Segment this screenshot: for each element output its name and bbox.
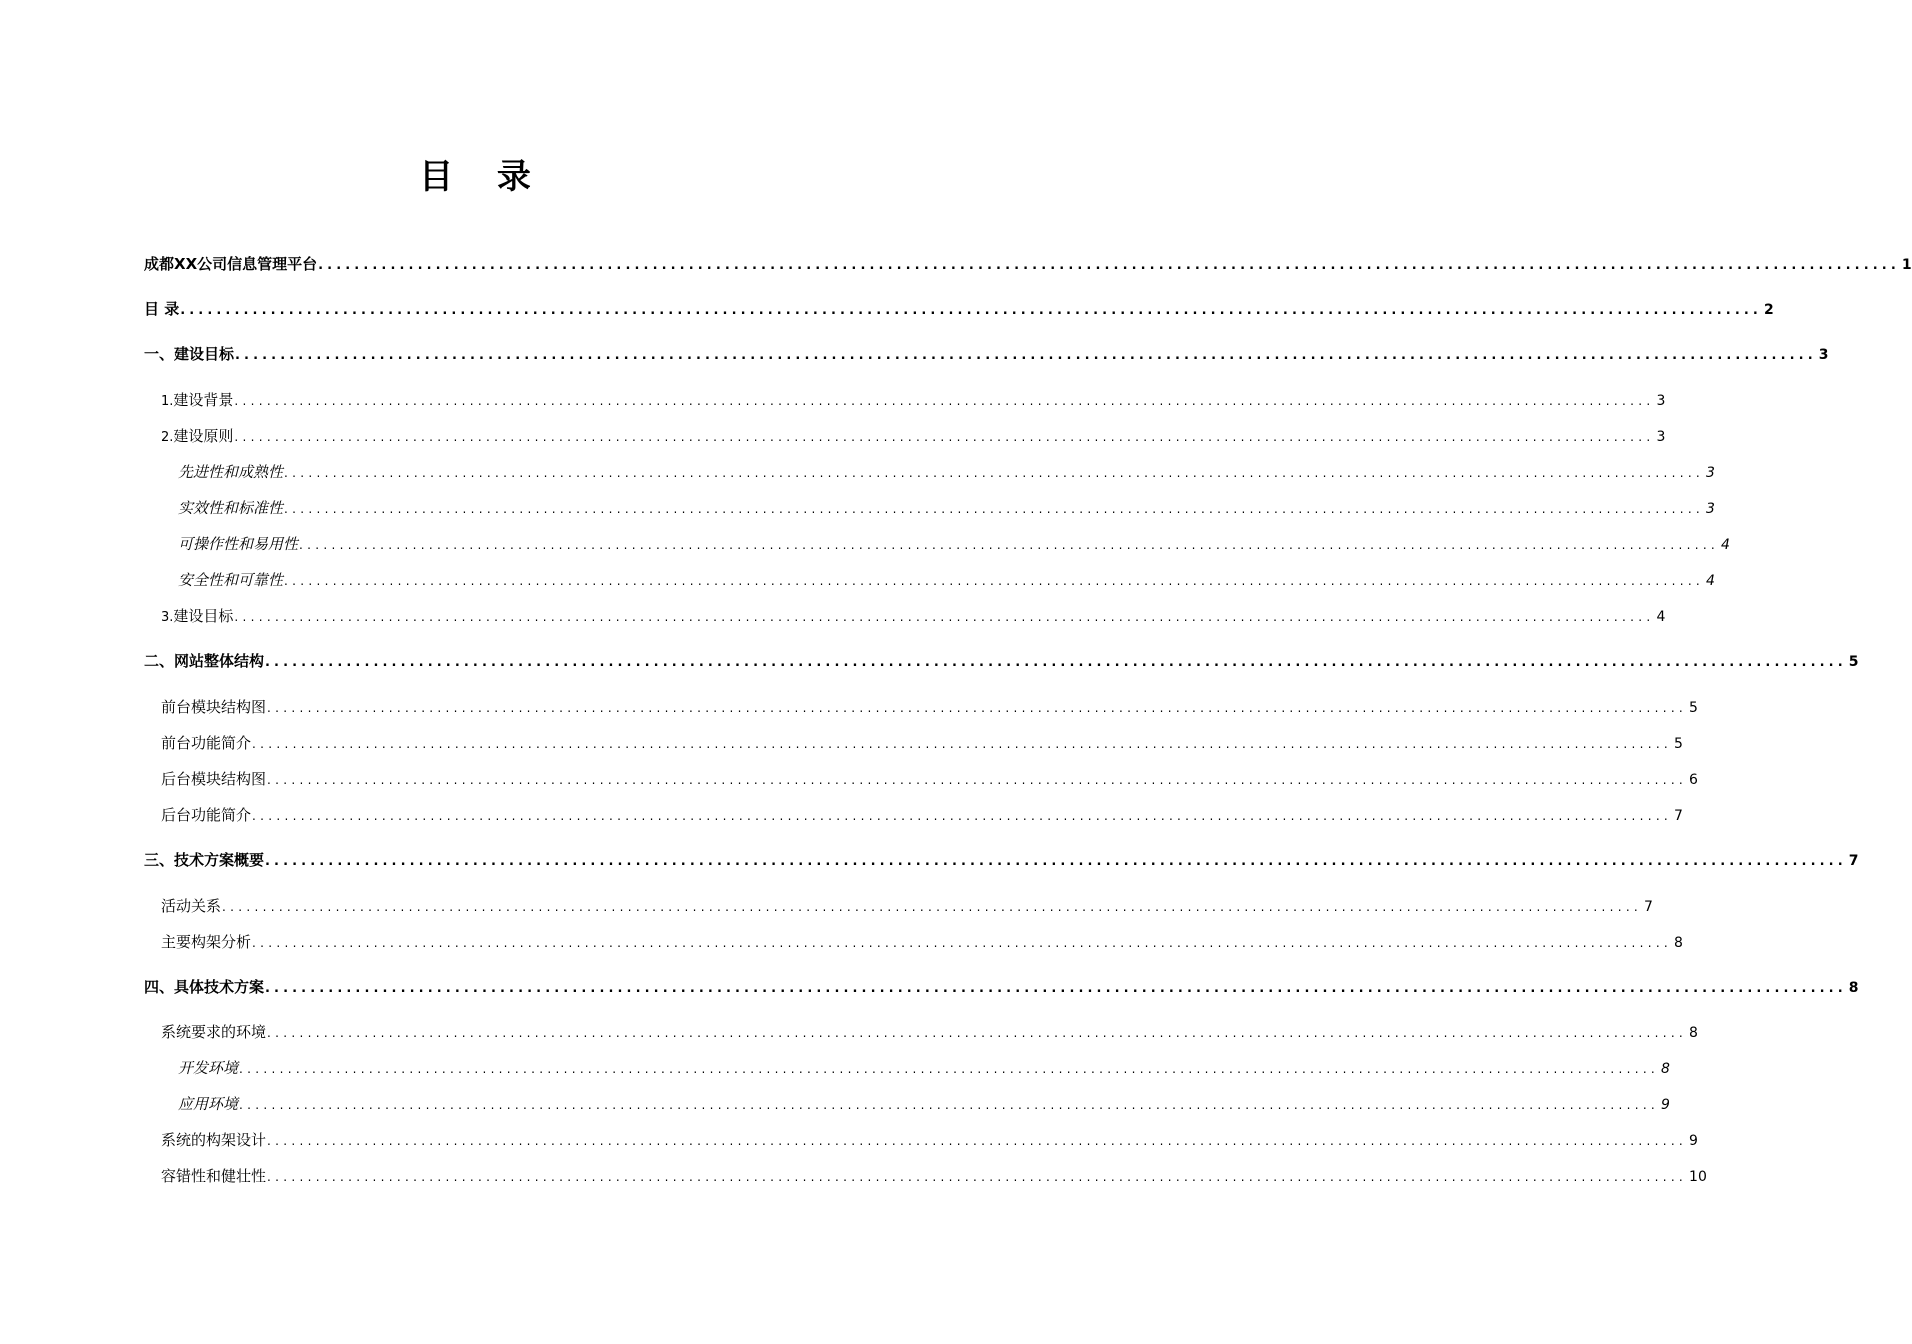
toc-dot-leader: ............................................................................................................................................................................... bbox=[265, 854, 1847, 869]
toc-page-number: 3 bbox=[1656, 393, 1666, 409]
toc-dot-leader: ............................................................................................................................................................................... bbox=[239, 1062, 1660, 1076]
toc-dot-leader: ............................................................................................................................................................................... bbox=[267, 1026, 1688, 1040]
toc-entry[interactable] bbox=[161, 389, 1666, 411]
toc-dot-leader: ............................................................................................................................................................................... bbox=[284, 466, 1705, 480]
toc-entry[interactable] bbox=[161, 1165, 1707, 1187]
toc-entry-title: 安全性和可靠性 bbox=[178, 571, 284, 589]
toc-entry-title: 可操作性和易用性 bbox=[178, 535, 299, 553]
toc-page-number: 3 bbox=[1818, 347, 1829, 363]
toc-dot-leader: ............................................................................................................................................................................... bbox=[299, 538, 1720, 552]
toc-entry-title: 活动关系 bbox=[161, 897, 222, 915]
toc-page-number: 7 bbox=[1674, 808, 1683, 824]
toc-dot-leader: ............................................................................................................................................................................... bbox=[267, 773, 1688, 787]
toc-dot-leader: ............................................................................................................................................................................... bbox=[284, 574, 1705, 588]
toc-page-number: 7 bbox=[1644, 899, 1653, 915]
toc-entry[interactable] bbox=[161, 895, 1653, 917]
toc-entry-title: 建设目标 bbox=[173, 607, 234, 625]
toc-dot-leader: ............................................................................................................................................................................... bbox=[235, 348, 1817, 363]
toc-page-number: 5 bbox=[1848, 654, 1859, 670]
toc-entry[interactable] bbox=[161, 605, 1666, 627]
toc-page-number: 3 bbox=[1706, 465, 1715, 481]
toc-entry-title: 一、建设目标 bbox=[144, 345, 235, 363]
toc-entry-title: 建设原则 bbox=[173, 427, 234, 445]
toc-entry-title: 四、具体技术方案 bbox=[144, 978, 265, 996]
toc-entry-number: 2. bbox=[161, 430, 174, 445]
toc-dot-leader: ............................................................................................................................................................................... bbox=[267, 1134, 1688, 1148]
toc-dot-leader: ............................................................................................................................................................................... bbox=[284, 502, 1705, 516]
toc-entry-title: 目 录 bbox=[144, 300, 180, 318]
toc-entry[interactable] bbox=[144, 343, 1829, 365]
toc-entry-title: 三、技术方案概要 bbox=[144, 851, 265, 869]
toc-entry-title: 前台功能简介 bbox=[161, 734, 252, 752]
toc-page-number: 1 bbox=[1901, 257, 1912, 273]
toc-entry-title: 先进性和成熟性 bbox=[178, 463, 284, 481]
toc-entry-title: 系统的构架设计 bbox=[161, 1131, 267, 1149]
toc-dot-leader: ............................................................................................................................................................................... bbox=[180, 303, 1762, 318]
toc-page-number: 10 bbox=[1689, 1169, 1707, 1185]
toc-dot-leader: ............................................................................................................................................................................... bbox=[267, 1170, 1688, 1184]
toc-dot-leader: ............................................................................................................................................................................... bbox=[234, 430, 1655, 444]
toc-page-number: 3 bbox=[1706, 501, 1715, 517]
toc-entry[interactable] bbox=[178, 1093, 1670, 1115]
toc-entry[interactable] bbox=[144, 298, 1774, 320]
toc-entry[interactable] bbox=[144, 253, 1912, 275]
toc-dot-leader: ............................................................................................................................................................................... bbox=[234, 394, 1655, 408]
toc-entry-title: 前台模块结构图 bbox=[161, 698, 267, 716]
toc-dot-leader: ............................................................................................................................................................................... bbox=[265, 981, 1847, 996]
toc-entry-title: 二、网站整体结构 bbox=[144, 652, 265, 670]
toc-page-number: 4 bbox=[1721, 537, 1730, 553]
toc-entry-title: 成都XX公司信息管理平台 bbox=[144, 255, 318, 273]
toc-entry-title: 建设背景 bbox=[173, 391, 234, 409]
toc-entry-title: 系统要求的环境 bbox=[161, 1023, 267, 1041]
toc-dot-leader: ............................................................................................................................................................................... bbox=[252, 737, 1673, 751]
toc-page-number: 9 bbox=[1661, 1097, 1670, 1113]
toc-entry-number: 1. bbox=[161, 394, 174, 409]
toc-entry-title: 实效性和标准性 bbox=[178, 499, 284, 517]
toc-entry[interactable] bbox=[161, 696, 1698, 718]
toc-entry[interactable] bbox=[178, 461, 1715, 483]
toc-entry[interactable] bbox=[161, 425, 1666, 447]
toc-entry[interactable] bbox=[144, 976, 1859, 998]
toc-entry-title: 应用环境 bbox=[178, 1095, 239, 1113]
toc-dot-leader: ............................................................................................................................................................................... bbox=[234, 610, 1655, 624]
toc-dot-leader: ............................................................................................................................................................................... bbox=[267, 701, 1688, 715]
toc-page-number: 5 bbox=[1674, 736, 1683, 752]
toc-entry-title: 后台模块结构图 bbox=[161, 770, 267, 788]
toc-entry-title: 主要构架分析 bbox=[161, 933, 252, 951]
toc-entry[interactable] bbox=[178, 569, 1715, 591]
toc-entry[interactable] bbox=[144, 849, 1859, 871]
toc-entry-title: 开发环境 bbox=[178, 1059, 239, 1077]
toc-page-number: 2 bbox=[1763, 302, 1774, 318]
toc-entry[interactable] bbox=[144, 650, 1859, 672]
toc-page-number: 3 bbox=[1656, 429, 1666, 445]
toc-entry[interactable] bbox=[161, 768, 1698, 790]
toc-entry-title: 容错性和健壮性 bbox=[161, 1167, 267, 1185]
toc-entry[interactable] bbox=[161, 804, 1683, 826]
toc-page-number: 8 bbox=[1661, 1061, 1670, 1077]
toc-entry[interactable] bbox=[178, 533, 1730, 555]
toc-page-number: 9 bbox=[1689, 1133, 1698, 1149]
toc-entry[interactable] bbox=[161, 1129, 1698, 1151]
toc-page-number: 8 bbox=[1689, 1025, 1698, 1041]
toc-entry[interactable] bbox=[161, 732, 1683, 754]
toc-dot-leader: ............................................................................................................................................................................... bbox=[252, 936, 1673, 950]
toc-page-number: 8 bbox=[1674, 935, 1683, 951]
toc-entry[interactable] bbox=[161, 931, 1683, 953]
toc-page-number: 4 bbox=[1706, 573, 1715, 589]
toc-dot-leader: ............................................................................................................................................................................... bbox=[222, 900, 1643, 914]
toc-entry-number: 3. bbox=[161, 610, 174, 625]
toc-page-number: 4 bbox=[1656, 609, 1666, 625]
toc-dot-leader: ............................................................................................................................................................................... bbox=[265, 655, 1847, 670]
toc-page-number: 8 bbox=[1848, 980, 1859, 996]
toc-page-number: 7 bbox=[1848, 853, 1859, 869]
toc-entry[interactable] bbox=[178, 1057, 1670, 1079]
toc-dot-leader: ............................................................................................................................................................................... bbox=[239, 1098, 1660, 1112]
toc-page-number: 5 bbox=[1689, 700, 1698, 716]
toc-entry[interactable] bbox=[178, 497, 1715, 519]
page-title: 目 录 bbox=[419, 157, 547, 197]
toc-entry-title: 后台功能简介 bbox=[161, 806, 252, 824]
toc-entry[interactable] bbox=[161, 1021, 1698, 1043]
toc-page-number: 6 bbox=[1689, 772, 1698, 788]
toc-dot-leader: ............................................................................................................................................................................... bbox=[252, 809, 1673, 823]
toc-dot-leader: ............................................................................................................................................................................... bbox=[318, 258, 1900, 273]
